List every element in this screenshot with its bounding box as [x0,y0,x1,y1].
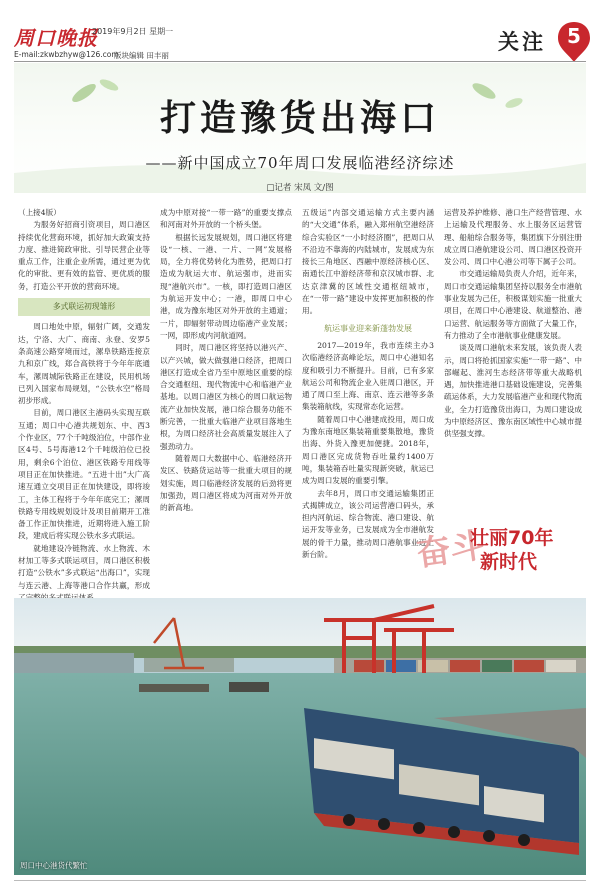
continued-marker: （上接4版） [18,208,61,217]
newspaper-logo: 周口晚报 [14,26,98,50]
paragraph: 五级运”内部交通运输方式主要内涵的“大交通”体系，融入郑州航空港经济综合实验区“一小时经济圈”，把周口从不沿边不靠海的内陆城市，发展成为东接长三角地区、西融中原经济核心区、南通长江中游经济带和京汉城市群、北达京津冀的区域性交通枢纽城市，在“一带一路”建设中发挥更加积极的作用。 [302,208,434,316]
section-title: 关注 [498,29,546,54]
paragraph: 随着周口中心港建成投用，周口成为豫东南地区集装箱重要集散地，豫货出海、外货入豫更加便捷。2018年，周口港区完成货物吞吐量约1400万吨，集装箱吞吐量实现新突破，航运已成为周口发展的重要引擎。 [302,414,434,486]
paragraph: 运营及养护维修、港口生产经营管理、水上运输及代理服务、水上服务区运营管理、船舶综合服务等，集团旗下分别注册成立周口港航建设公司、周口港区投资开发公司、周口中心港公司等下属子公司。 [444,208,582,267]
footer-divider [14,880,586,881]
paragraph: 为服务好招商引资项目，周口港区持续优化营商环境，抓好加大政策支持力度、推进简政审批、引导民营企业等重点工作，注重企业所需，通过更为优化的审批、更有效的监管、更优质的服务，打造公平开放的营商环境。 [18,220,150,291]
paragraph: 2017—2019年，我市连续主办3次临港经济高峰论坛，周口中心港知名度和吸引力不断提升。目前，已有多家航运公司和物流企业入驻周口港区，开通了周口至上海、南京、连云港等多条集装箱航线，实现常态化运营。 [302,340,434,412]
article-column-2 [160,207,292,592]
editors-credit: 版块编辑 田丰丽 [114,51,169,60]
article-title: 打造豫货出海口 [159,97,440,139]
paragraph: 随着周口大数据中心、临港经济开发区、铁路货运站等一批重大项目的规划实施，周口临港经济发展的后劲将更加强劲，周口港区将成为河南对外开放的新高地。 [160,453,292,513]
paragraph: 周口地处中原，辐射广阔，交通发达，宁洛、大广、商南、永登、安罗5条高速公路穿境而过，漯阜铁路连接京九和京广线，郑合高铁将于今年年底通车，漯周城际铁路正在建设，民用机场已列入国家布局规划，“公铁水空”格局初步形成。 [18,322,150,406]
paragraph: 同时，周口港区将坚持以港兴产、以产兴城，做大做强港口经济，把周口港区打造成全省乃至中原地区重要的综合交通枢纽、现代物流中心和临港产业基地。以周口港区为核心的周口航运物流产业加快发展，港口综合服务功能不断完善，一批重大临港产业项目落地生根，为周口经济社会高质量发展注入了强劲动力。 [160,343,292,451]
photo-caption: 周口中心港货代繁忙 [20,861,88,870]
contact-email: E-mail:zkwbzhyw@126.com [14,50,119,59]
header-divider [14,61,586,62]
paragraph: 去年8月，周口市交通运输集团正式揭牌成立，该公司运营港口码头，承担内河航运、综合物流、港口建设、航运开发等业务，已发展成为全市港航发展的骨干力量，推动周口港航事业迈上新台阶。 [302,488,434,560]
article-column-4 [444,207,582,507]
issue-date: 2019年9月2日 星期一 [92,27,174,36]
subheading-shipping: 航运事业迎来新蓬勃发展 [324,323,412,333]
paragraph: 目前，周口港区主港码头实现互联互通；周口中心港共规划东、中、西3个作业区，77个千吨级泊位，中部作业区4号、5号海港12个千吨级泊位已投用，剩余6个泊位、港区铁路专用线等项目正在加快推进。“五进十出”大广高速互通立交项目正在加快建设，即将竣工，主体工程将于今年年底完工；漯周铁路专用线规划设计及项目前期开工准备工作正加快推进，近期将进入施工阶段，建成后将实现公铁水多式联运。 [18,408,150,541]
article-byline: □记者 宋凤 文/图 [266,183,334,193]
article-subtitle: ——新中国成立70年周口发展临港经济综述 [145,154,455,172]
paragraph: 根据长远发展规划，周口港区将建设“一核、一港、一片、一网”发展格局，全力将优势转化为胜势，把周口打造成为航运大市、航运强市，进而实现“港航兴市”。一核，即打造周口港区为航运开发中心；一港，即周口中心港，成为豫东地区对外开放的主通道；一片，即辐射带动周边临港产业发展；一网，即形成内河航道网。 [160,232,292,340]
paragraph: 市交通运输局负责人介绍，近年来，周口市交通运输集团坚持以服务全市港航事业发展为己任，积极谋划实施一批重大项目，在周口中心港建设、航道整治、港口运营、航运服务等方面做了大量工作，有力推动了全市港航事业健康发展。 [444,269,582,340]
slogan-line-1: 壮丽70年 [470,527,554,549]
port-photo [14,598,586,875]
slogan-line-2: 新时代 [480,551,538,573]
page-number: 5 [567,24,581,48]
article-column-1 [18,207,150,592]
port-photo-illustration [14,598,586,875]
paragraph: 就地建设冷链物流、水上物流、木材加工等多式联运项目，周口港区积极打造“公铁水”多式联运“出海口”，实现与连云港、上海等港口合作共赢，形成 [18,543,150,590]
subheading-multimodal: 多式联运初现雏形 [18,298,150,316]
slogan-calligraphy: 奋斗 [414,525,487,575]
paragraph: 谈及周口港航未来发展，该负责人表示，周口将抢抓国家实施“一带一路”、中部崛起、淮河生态经济带等重大战略机遇，加快推进港口基础设施建设，完善集疏运体系，大力发展临港产业和现代物流业，全力打造豫货出海口，为周口建设成为中原经济区、豫东南区域性中心城市提供坚强支撑。 [444,343,582,439]
paragraph: 成为中原对接“一带一路”的重要支撑点和河南对外开放的一个桥头堡。 [160,208,292,230]
